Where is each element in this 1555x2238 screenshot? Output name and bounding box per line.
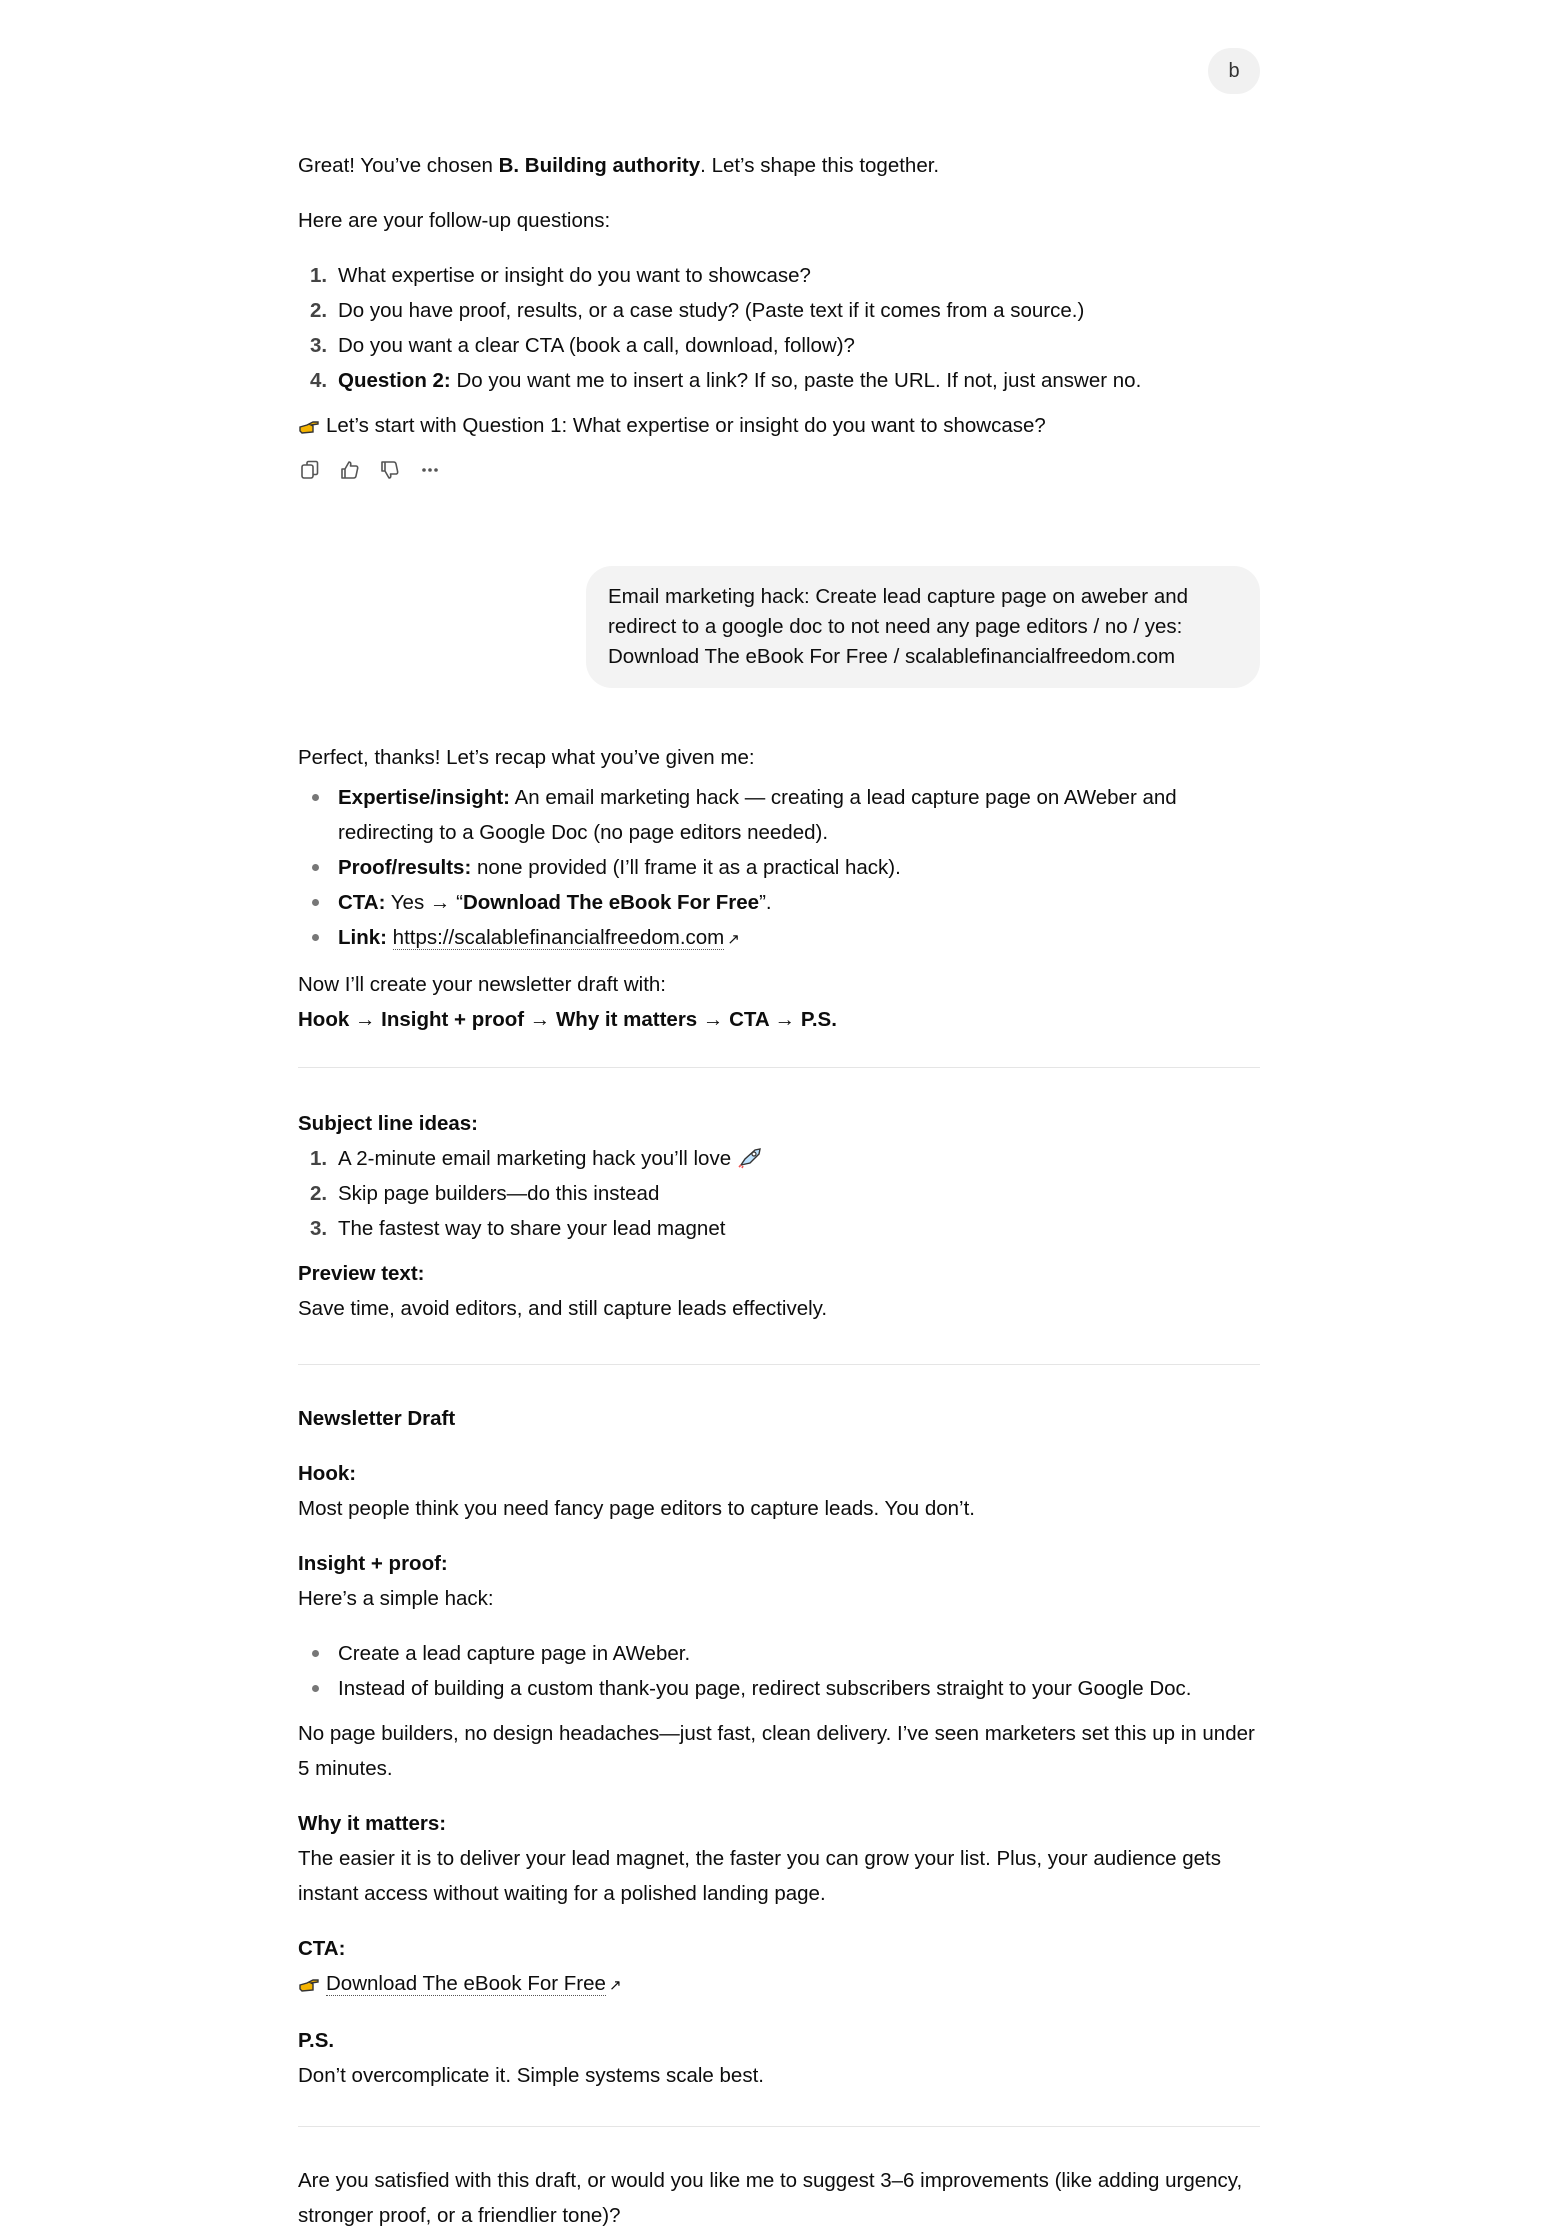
draft-title: Newsletter Draft bbox=[298, 1407, 456, 1430]
preview-heading: Preview text: bbox=[298, 1262, 425, 1285]
followup-label: Here are your follow-up questions: bbox=[298, 209, 611, 232]
divider bbox=[298, 2126, 1260, 2127]
insight-outro: No page builders, no design headaches—just fast, clean delivery. I’ve seen marketers set this up in under 5 minutes. bbox=[298, 1722, 1255, 1780]
why-text: The easier it is to deliver your lead magnet, the faster you can grow your list. Plus, your audience gets instant access without waiting for a polished landing page. bbox=[298, 1847, 1221, 1905]
insight-intro: Here’s a simple hack: bbox=[298, 1587, 494, 1610]
pointing-hand-icon bbox=[298, 1970, 322, 1990]
recap-list bbox=[298, 780, 1260, 957]
list-item: CTA: Yes → “Download The eBook For Free”. bbox=[298, 885, 1260, 920]
ps-heading: P.S. bbox=[298, 2029, 335, 2052]
closing-text: Are you satisfied with this draft, or would you like me to suggest 3–6 improvements (like adding urgency, stronger proof, or a friendlier tone)? bbox=[298, 2169, 1243, 2227]
assistant-message-1 bbox=[298, 148, 1260, 485]
cta-link[interactable]: Download The eBook For Free bbox=[326, 1972, 606, 1995]
divider bbox=[298, 1364, 1260, 1365]
structure-line: Hook → Insight + proof → Why it matters → CTA → P.S. bbox=[298, 1008, 837, 1031]
list-item: Proof/results: none provided (I’ll frame it as a practical hack). bbox=[298, 850, 1260, 885]
user-message-bubble bbox=[586, 566, 1260, 688]
subject-list bbox=[298, 1141, 1260, 1246]
copy-icon[interactable] bbox=[298, 458, 322, 482]
rocket-icon bbox=[737, 1147, 763, 1170]
list-item: 1. A 2-minute email marketing hack you’ll love bbox=[298, 1141, 1260, 1176]
pointing-hand-icon bbox=[298, 412, 322, 432]
list-item: 3. Do you want a clear CTA (book a call, download, follow)? bbox=[310, 334, 855, 357]
draft-intro: Now I’ll create your newsletter draft with: bbox=[298, 973, 666, 996]
list-item: Instead of building a custom thank-you page, redirect subscribers straight to your Google Doc. bbox=[298, 1671, 1260, 1706]
steps-list bbox=[298, 1636, 1260, 1706]
subject-heading: Subject line ideas: bbox=[298, 1112, 478, 1135]
start-line: Let’s start with Question 1: What expertise or insight do you want to showcase? bbox=[298, 408, 1260, 443]
list-item: 2. Skip page builders—do this instead bbox=[310, 1182, 660, 1205]
ps-text: Don’t overcomplicate it. Simple systems scale best. bbox=[298, 2064, 764, 2087]
recap-intro: Perfect, thanks! Let’s recap what you’ve given me: bbox=[298, 746, 755, 769]
list-item: Link: https://scalablefinancialfreedom.com ↗ bbox=[298, 920, 1260, 957]
list-item: 3. The fastest way to share your lead magnet bbox=[310, 1217, 726, 1240]
assistant-message-2 bbox=[298, 740, 1260, 1037]
avatar-letter: b bbox=[1228, 59, 1240, 82]
thumbs-up-icon[interactable] bbox=[338, 458, 362, 482]
user-message-text: Email marketing hack: Create lead capture page on aweber and redirect to a google doc to not need any page editors / no / yes: Download The eBook For Free / scalablefinancialfreedom.com bbox=[608, 585, 1189, 668]
subject-section bbox=[298, 1106, 1260, 1326]
thumbs-down-icon[interactable] bbox=[378, 458, 402, 482]
more-icon[interactable] bbox=[418, 458, 442, 482]
list-item: 1. What expertise or insight do you want to showcase? bbox=[310, 264, 811, 287]
newsletter-draft bbox=[298, 1401, 1260, 2093]
cta-line bbox=[298, 1966, 1260, 2003]
insight-heading: Insight + proof: bbox=[298, 1552, 448, 1575]
hook-heading: Hook: bbox=[298, 1462, 357, 1485]
closing-section bbox=[298, 2163, 1260, 2233]
list-item: 4. Question 2: Do you want me to insert a link? If so, paste the URL. If not, just answer no. bbox=[310, 369, 1142, 392]
user-avatar[interactable] bbox=[1208, 48, 1260, 94]
why-heading: Why it matters: bbox=[298, 1812, 447, 1835]
questions-list bbox=[298, 258, 1260, 398]
divider bbox=[298, 1067, 1260, 1068]
cta-heading: CTA: bbox=[298, 1937, 346, 1960]
message-actions bbox=[298, 455, 1260, 485]
website-link[interactable]: https://scalablefinancialfreedom.com bbox=[392, 926, 725, 949]
hook-text: Most people think you need fancy page editors to capture leads. You don’t. bbox=[298, 1497, 975, 1520]
external-link-icon: ↗ bbox=[727, 931, 740, 948]
external-link-icon: ↗ bbox=[608, 1977, 622, 1994]
intro-line: Great! You’ve chosen B. Building authority. Let’s shape this together. bbox=[298, 154, 940, 177]
preview-text: Save time, avoid editors, and still capture leads effectively. bbox=[298, 1297, 828, 1320]
list-item: Create a lead capture page in AWeber. bbox=[298, 1636, 1260, 1671]
list-item: 2. Do you have proof, results, or a case study? (Paste text if it comes from a source.) bbox=[310, 299, 1085, 322]
list-item: Expertise/insight: An email marketing hack — creating a lead capture page on AWeber and redirecting to a Google Doc (no page editors needed). bbox=[298, 780, 1260, 850]
